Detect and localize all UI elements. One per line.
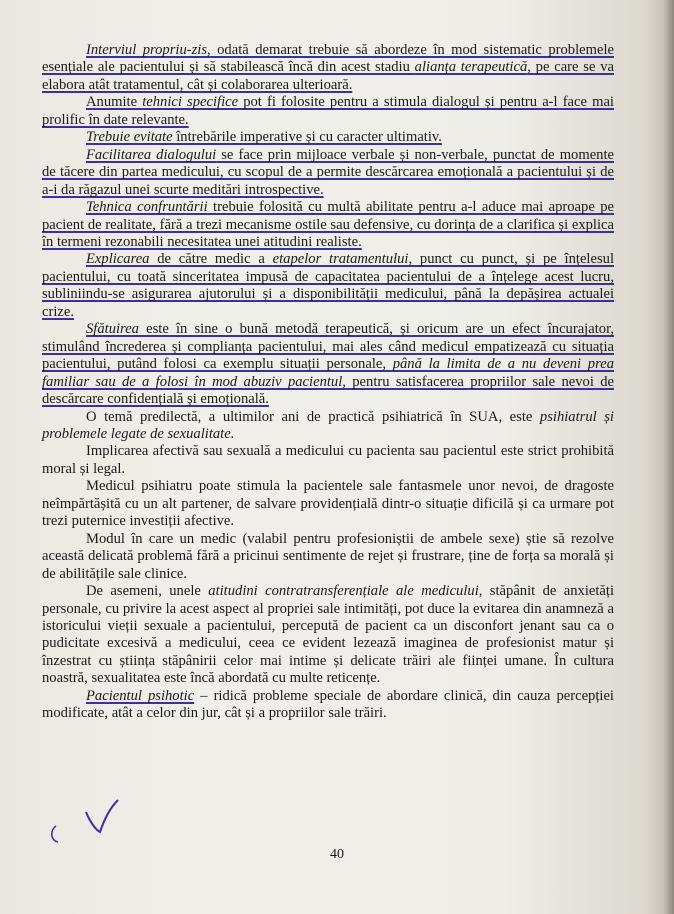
pen-tick-mark-path <box>86 800 118 832</box>
paragraph-text: pot fi folosite pentru a stimula dialogul și pentru a-l face mai prolific în date relevante. <box>42 94 614 128</box>
paragraph-text: Implicarea afectivă sau sexuală a medicului cu pacienta sau pacientul este strict prohibită moral și legal. <box>42 443 614 477</box>
term-contratransfer: atitudini contratransferențiale ale medicului, <box>208 583 483 600</box>
term-tehnici: tehnici specifice <box>142 94 239 111</box>
paragraph-text: Modul în care un medic (valabil pentru profesioniștii de ambele sexe) știe să rezolve această delicată problemă fără a pricinui sentimente de rejet și frustrare, ține de forța sa morală și de abilitățile sale clinice. <box>42 530 614 582</box>
term-limita: până la limita de a nu deveni prea familiar sau de a folosi în mod abuziv pacientul, <box>42 356 614 390</box>
paragraph-text: O temă predilectă, a ultimilor ani de practică psihiatrică în SUA, este <box>86 408 540 425</box>
paragraph-tema <box>42 409 614 444</box>
paragraph-text: se face prin mijloace verbale și non-verbale, punctat de momente de tăcere din partea medicului, cu scopul de a permite descărcarea emoțională a pacientului și de a-i da răgazul unei scurte meditări introspective. <box>42 146 615 198</box>
term-facilitarea: Facilitarea dialogului <box>86 146 217 163</box>
term-explicarea: Explicarea <box>86 251 150 268</box>
paragraph-text: Anumite <box>86 94 143 111</box>
paragraph-text: trebuie folosită cu multă abilitate pentru a-l aduce mai aproape pe pacient de realitate, fără a trezi mecanisme ostile sau defensive, cu dorința de a clarifica și explica în termeni rezonabili necesitatea unei atitudini realiste. <box>42 199 614 250</box>
paragraph-text: , pe care se va elabora atât tratamentul, cât și colaborarea ulterioară. <box>42 59 614 93</box>
paragraph-interview <box>42 42 614 94</box>
pen-bracket-path <box>52 826 58 842</box>
paragraph-facilitarea <box>42 147 614 199</box>
paragraph-text: De asemeni, unele <box>86 583 209 600</box>
term-psihotic: Pacientul psihotic <box>86 687 195 704</box>
term-confruntare: Tehnica confruntării <box>86 199 208 216</box>
paragraph-evitate <box>42 129 614 146</box>
term-alianta: alianța terapeutică <box>414 59 528 76</box>
paragraph-tehnici <box>42 94 614 129</box>
paragraph-text: , punct cu punct, și pe înțelesul pacientului, cu toată sinceritatea impusă de capacitatea pacientului de a înțelege acest lucru, subliniindu-se asigurarea ajutorului și a disponibilității medicului, până la depășirea actualei crize. <box>42 251 614 320</box>
paragraph-text: – ridică probleme speciale de abordare clinică, din cauza percepției modificate, atât a celor din jur, cât și a propriilor sale trăiri. <box>42 687 614 722</box>
paragraph-explicarea <box>42 251 614 321</box>
term-sexualitate: psihiatrul și problemele legate de sexualitate. <box>42 408 614 442</box>
paragraph-text: este în sine o bună metodă terapeutică, și oricum are un efect încurajator, stimulând încrederea și complianța pacientului, mai ales când medicul empatizează cu situația pacientului, putând folosi ca exemplu situații personale, <box>42 321 614 373</box>
paragraph-text: Medicul psihiatru poate stimula la pacientele sale fantasmele unor nevoi, de dragoste neîmpărtășită cu un alt partener, de salvare providențială dintr-o situație dificilă și ca urmare pot trezi puternice investiții afective. <box>42 478 614 530</box>
paragraph-medicul <box>42 478 614 530</box>
page-number: 40 <box>330 847 344 862</box>
paragraph-implicarea <box>42 443 614 478</box>
paragraph-text: pentru satisfacerea propriilor sale nevoi de descărcare confidențială și emoțională. <box>42 373 614 408</box>
paragraph-text: întrebările imperative și cu caracter ultimativ. <box>172 129 442 146</box>
paragraph-confruntare <box>42 199 614 251</box>
term-interviul: Interviul propriu-zis, <box>86 42 211 58</box>
term-etapele: etapelor tratamentului <box>272 251 409 268</box>
paragraph-modul <box>42 531 614 583</box>
paragraph-text: stăpânit de anxietăți personale, cu privire la acest aspect al propriei sale intimități, pot duce la evitarea din anamneză a istoricului vieții sexuale a pacientului, percepută de pacient ca un disconfort jenant sau ca o pudicitate excesivă a medicului, ceea ce evident lezează imaginea de profesionist matur și înzestrat cu știința stăpânirii celor mai intime și delicate trăiri ale ființei umane. În cultura noastră, sexualitatea este încă abordată cu multe reticențe. <box>42 583 615 687</box>
term-sfatuirea: Sfătuirea <box>86 321 139 338</box>
paragraph-atitudini <box>42 583 614 688</box>
term-evitate: Trebuie evitate <box>86 129 173 146</box>
paragraph-text: de către medic a <box>149 251 273 268</box>
paragraph-text: odată demarat trebuie să abordeze în mod sistematic problemele esențiale ale pacientului și să stabilească încă din acest stadiu <box>42 42 614 76</box>
body-text <box>42 42 614 723</box>
paragraph-psihotic <box>42 688 614 723</box>
paragraph-sfatuirea <box>42 321 614 408</box>
page-edge-shadow <box>664 0 674 914</box>
